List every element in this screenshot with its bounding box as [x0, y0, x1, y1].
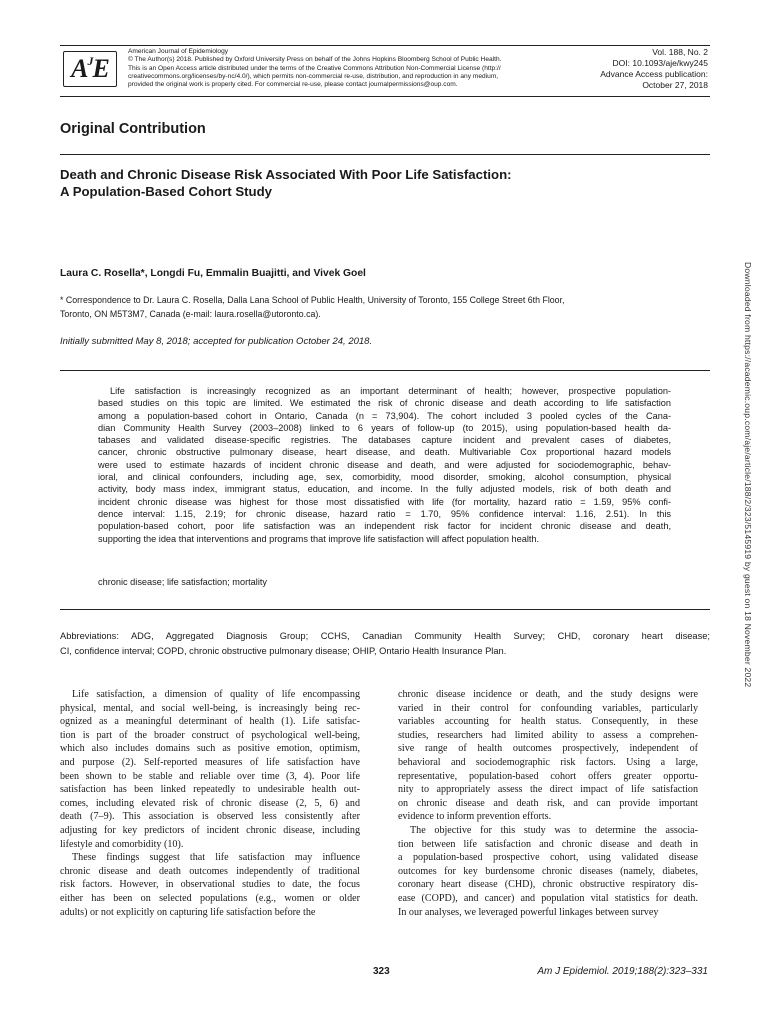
col-left-line: satisfaction has been linked repeatedly to undesirable health out- — [60, 784, 360, 796]
abstract-lines-line: tabases and validated disease-specific registries. The databases capture incident and prevalent cases of diabetes, — [98, 435, 671, 446]
doi[interactable]: DOI: 10.1093/aje/kwy245 — [612, 58, 708, 68]
journal-citation: Am J Epidemiol. 2019;188(2):323–331 — [537, 966, 708, 977]
col-right-line: studies, researchers had limited ability to assess a comprehen- — [398, 729, 698, 741]
col-right-line: nity to appropriately assess the direct impact of life satisfaction — [398, 784, 698, 796]
header-bottom-rule — [60, 96, 710, 97]
abstract-lines-line: ioral, and clinical confounders, including age, sex, comorbidity, mood disorder, smoking, alcohol consumption, physical — [98, 472, 671, 483]
volume-info: Vol. 188, No. 2 — [652, 47, 708, 57]
abstract-lines-line: incident chronic disease was highest for those most dissatisfied with life (for mortality, hazard ratio = 1.59, 95% confi- — [98, 496, 671, 507]
col-left-line: chronic disease and death outcomes independently of traditional — [60, 865, 360, 877]
abstract-lines-line: were used to estimate hazards of incident chronic disease and death, and were adjusted for sociodemographic, behav- — [98, 459, 671, 470]
download-watermark: Downloaded from https://academic.oup.com/aje/article/188/2/323/5145919 by guest on 18 November 2022 — [743, 262, 753, 688]
journal-name: American Journal of Epidemiology — [128, 48, 229, 55]
col-right-line: In our analyses, we leveraged powerful linkages between survey — [398, 906, 659, 918]
correspondence-line: Toronto, ON M5T3M7, Canada (e-mail: laura.rosella@utoronto.ca). — [60, 309, 321, 319]
col-left-line: tion is part of the broader construct of psychological well-being, — [60, 729, 360, 741]
col-left-line: comes, including elevated risk of chronic disease (2, 5, 6) and — [60, 797, 360, 809]
col-left-line: either has been on selected populations (e.g., women or older — [60, 892, 360, 904]
col-right-line: chronic disease incidence or death, and the study designs were — [398, 689, 698, 700]
copyright-line: creativecommons.org/licenses/by-nc/4.0/), which permits non-commercial re-use, distribution, and reproduction in any medium, — [128, 72, 499, 80]
title-line: A Population-Based Cohort Study — [60, 184, 272, 199]
abstract-lines-line: supporting the idea that interventions and programs that improve life satisfaction will affect population health. — [98, 533, 540, 544]
correspondence — [60, 293, 564, 321]
col-right-line: The objective for this study was to determine the associa- — [410, 824, 698, 836]
col-left-line: been shown to be stable and reliable over time (3, 4). Poor life — [60, 770, 360, 782]
body-column-left — [60, 688, 360, 919]
col-right-line: evidence to inform prevention efforts. — [398, 811, 552, 823]
correspondence-line: * Correspondence to Dr. Laura C. Rosella, Dalla Lana School of Public Health, University of Toronto, 155 College Street 6th Floor, — [60, 295, 565, 305]
col-right-line: outcomes for key burdensome chronic diseases (namely, diabetes, — [398, 865, 698, 877]
abstract-top-rule — [60, 370, 710, 371]
col-left-line: lifestyle and comorbidity (10). — [60, 838, 184, 850]
title-top-rule — [60, 154, 710, 155]
col-right-line: ease (COPD), and cancer) and population vital statistics for death. — [398, 892, 698, 904]
col-left-line: death (7–9). This association is observed less consistently after — [60, 811, 360, 823]
col-left-line: adjusting for key predictors of incident chronic disease, including — [60, 824, 360, 836]
abstract-lines-line: dian Community Health Survey (2003–2008) linked to 6 years of follow-up (to 2015), using population-based health da- — [98, 422, 671, 433]
section-heading: Original Contribution — [60, 121, 206, 137]
abbreviation-lines-line: CI, confidence interval; COPD, chronic obstructive pulmonary disease; OHIP, Ontario Health Insurance Plan. — [60, 645, 507, 656]
col-left-line: physical, mental, and social well-being, is increasingly being rec- — [60, 702, 360, 714]
aje-logo: A J E — [63, 51, 117, 87]
abbreviations — [60, 629, 710, 658]
abstract-lines-line: based studies on this topic are limited. We estimated the risk of chronic disease and death according to life satisfaction — [98, 398, 671, 409]
abstract-lines-line: population-based cohort, poor life satisfaction was an independent risk factor for incident chronic disease and death, — [98, 521, 671, 532]
col-left-line: risk factors. However, in observational studies to date, the focus — [60, 879, 360, 891]
col-right-line: a population-based prospective cohort, using validated disease — [398, 852, 698, 864]
article-meta — [558, 47, 708, 91]
col-left-line: adults) or not explicitly on capturing life satisfaction before the — [60, 906, 316, 918]
col-right-line: tion between life satisfaction and chronic disease and death in — [398, 838, 698, 850]
copyright-line: provided the original work is properly cited. For commercial re-use, please contact journalpermissions@oup.com. — [128, 81, 458, 89]
abstract-lines-line: Life satisfaction is increasingly recognized as an important determinant of health; however, prospective population- — [110, 386, 671, 396]
abstract-lines-line: among a population-based cohort in Ontario, Canada (n = 73,904). The cohort included 3 pooled cycles of the Cana- — [98, 410, 671, 421]
col-right-line: on chronic disease and death risk, and can provide important — [398, 797, 698, 809]
article-title — [60, 166, 512, 200]
col-right-line: behavioral and sociodemographic risk factors. Using a large, — [398, 756, 698, 768]
col-left-line: and purpose (2). Self-reported measures of life satisfaction have — [60, 756, 360, 768]
col-right-line: variables accounting for health status. Consequently, in these — [398, 716, 698, 728]
abstract — [98, 385, 671, 545]
col-right-line: representative, population-based cohort offers greater opportu- — [398, 770, 698, 782]
body-column-right — [398, 688, 698, 919]
header-top-rule — [60, 45, 710, 46]
abstract-lines-line: cancer, chronic obstructive pulmonary disease, heart disease, and death. Multivariable Cox proportional hazard models — [98, 447, 671, 458]
copyright-notice — [128, 48, 568, 89]
abstract-lines-line: dence interval: 1.15, 2.19; for chronic disease, hazard ratio = 1.70, 95% confidence interval: 1.16, 2.51). In this — [98, 508, 671, 519]
copyright-line: © The Author(s) 2018. Published by Oxford University Press on behalf of the Johns Hopkins Bloomberg School of Public Health. — [128, 56, 502, 64]
access-label: Advance Access publication: — [600, 69, 708, 79]
col-right-line: coronary heart disease (CHD), chronic obstructive respiratory dis- — [398, 879, 698, 891]
abbreviation-lines-line: Abbreviations: ADG, Aggregated Diagnosis Group; CCHS, Canadian Community Health Survey; CHD, coronary heart disease; — [60, 631, 710, 641]
submission-dates: Initially submitted May 8, 2018; accepted for publication October 24, 2018. — [60, 336, 373, 347]
col-left-line: Life satisfaction, a dimension of quality of life encompassing — [72, 689, 360, 700]
copyright-line: This is an Open Access article distributed under the terms of the Creative Commons Attribution Non-Commercial License (http:// — [128, 64, 501, 72]
page-number: 323 — [373, 966, 390, 977]
publication-date: October 27, 2018 — [642, 80, 708, 90]
abstract-lines-line: activity, body mass index, immigrant status, education, and income. In the fully adjusted models, risk of both death and — [98, 484, 671, 495]
author-list: Laura C. Rosella*, Longdi Fu, Emmalin Buajitti, and Vivek Goel — [60, 268, 366, 279]
title-line: Death and Chronic Disease Risk Associated With Poor Life Satisfaction: — [60, 167, 512, 182]
col-left-line: These findings suggest that life satisfaction may influence — [72, 852, 360, 864]
keywords: chronic disease; life satisfaction; mortality — [98, 577, 268, 587]
abstract-bottom-rule — [60, 609, 710, 610]
col-left-line: which also includes domains such as positive emotion, optimism, — [60, 743, 360, 755]
col-left-line: ognized as a meaningful determinant of health (1). Life satisfac- — [60, 716, 360, 728]
col-right-line: varied in their control for confounding variables, particularly — [398, 702, 698, 714]
col-right-line: sive range of health outcomes prospectively, independent of — [398, 743, 698, 755]
